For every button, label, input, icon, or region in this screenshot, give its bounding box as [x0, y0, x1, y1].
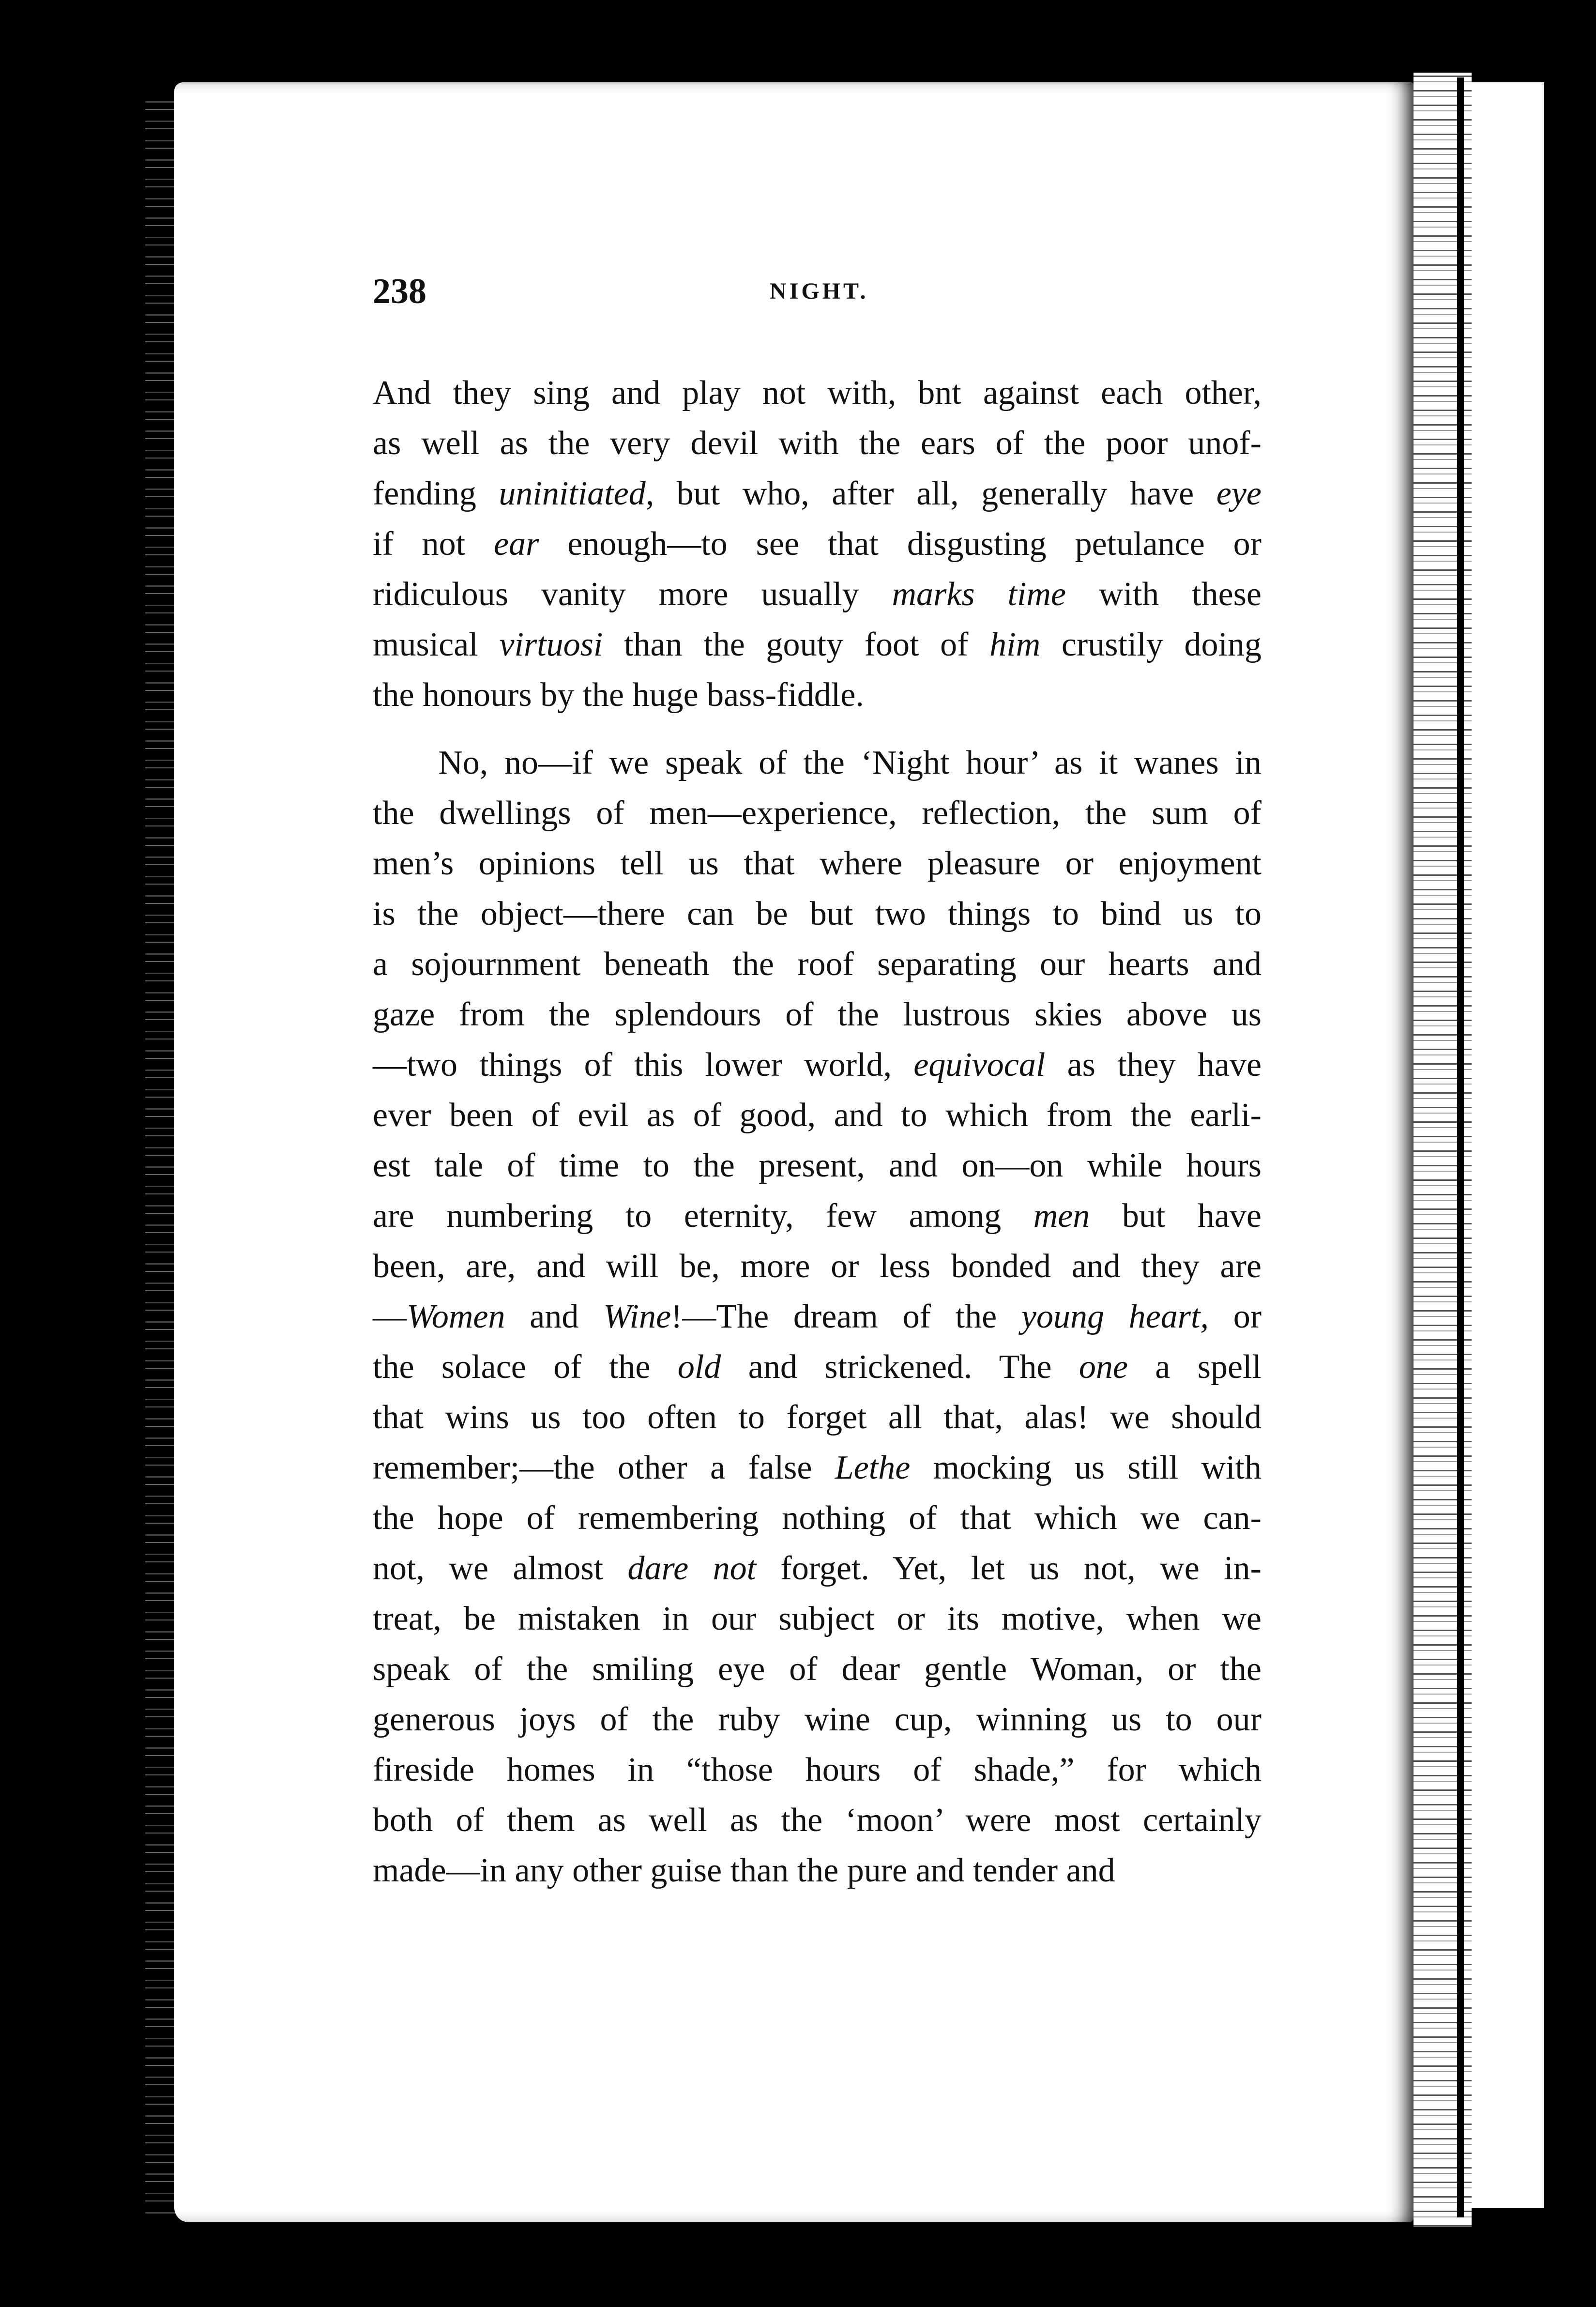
adjacent-page-letter: t: [1556, 1854, 1570, 1894]
text-line: [373, 1090, 1262, 1141]
text-line: [373, 519, 1262, 569]
text-segment: both of them as well as the ‘moon’ were most certainly: [373, 1802, 1262, 1839]
text-line: [373, 839, 1262, 889]
text-line: [373, 368, 1262, 418]
text-line: [373, 620, 1262, 670]
text-segment: est tale of time to the present, and on—on while hours: [373, 1147, 1262, 1184]
text-segment: No, no—if we speak of the ‘Night hour’ as it wanes in: [373, 744, 1262, 781]
text-segment: !—The dream of the: [671, 1298, 1021, 1335]
text-segment: is the object—there can be but two things to bind us to: [373, 895, 1262, 932]
italic-segment: Women: [407, 1298, 505, 1335]
text-segment: the dwellings of men—experience, reflection, the sum of: [373, 794, 1262, 832]
italic-segment: virtuosi: [499, 626, 603, 663]
text-segment: And they sing and play not with, bnt against each other,: [373, 374, 1262, 412]
text-segment: but who, after all, generally have: [654, 475, 1216, 512]
text-line: [373, 1594, 1262, 1644]
text-segment: gaze from the splendours of the lustrous skies above us: [373, 996, 1262, 1033]
adjacent-page-letter: e: [1556, 1753, 1577, 1792]
text-line: [373, 1392, 1262, 1443]
text-line: [373, 990, 1262, 1040]
italic-segment: uninitiated,: [499, 475, 654, 512]
text-line: [373, 469, 1262, 519]
italic-segment: him: [989, 626, 1041, 663]
text-segment: or: [1208, 1298, 1262, 1335]
page-edge-line: [1457, 77, 1464, 2217]
text-segment: as they have: [1045, 1046, 1262, 1084]
italic-segment: old: [677, 1348, 721, 1386]
text-segment: a sojournment beneath the roof separating our hearts and: [373, 946, 1262, 983]
text-segment: crustily doing: [1040, 626, 1262, 663]
text-line: [373, 418, 1262, 469]
text-segment: the solace of the: [373, 1348, 678, 1386]
adjacent-page-letter: e: [1556, 1801, 1577, 1841]
text-line: [373, 1846, 1262, 1896]
italic-segment: dare not: [627, 1550, 757, 1587]
text-segment: been, are, and will be, more or less bonded and they are: [373, 1248, 1262, 1285]
text-line: [373, 889, 1262, 939]
text-segment: ridiculous vanity more usually: [373, 576, 892, 613]
text-segment: mocking us still with: [910, 1449, 1262, 1486]
text-line: [373, 1795, 1262, 1846]
paragraph-gap: [373, 720, 1262, 738]
text-segment: than the gouty foot of: [603, 626, 990, 663]
text-segment: but have: [1090, 1197, 1262, 1235]
text-line: [373, 939, 1262, 990]
text-line: [373, 1543, 1262, 1594]
italic-segment: marks time: [892, 576, 1066, 613]
italic-segment: men: [1033, 1197, 1090, 1235]
text-line: [373, 1292, 1262, 1342]
text-segment: that wins us too often to forget all that, alas! we should: [373, 1399, 1262, 1436]
text-segment: musical: [373, 626, 500, 663]
text-segment: —two things of this lower world,: [373, 1046, 914, 1084]
text-line: [373, 1745, 1262, 1795]
text-segment: treat, be mistaken in our subject or its motive, when we: [373, 1600, 1262, 1637]
text-segment: a spell: [1127, 1348, 1262, 1386]
running-title: NIGHT.: [770, 278, 869, 304]
adjacent-page-sliver: [1472, 82, 1544, 2208]
text-line: [373, 1493, 1262, 1543]
text-line: [373, 1443, 1262, 1493]
text-segment: with these: [1065, 576, 1262, 613]
text-segment: men’s opinions tell us that where pleasure or enjoyment: [373, 845, 1262, 882]
text-line: [373, 569, 1262, 620]
italic-segment: one: [1079, 1348, 1128, 1386]
text-line: [373, 1141, 1262, 1191]
text-line: [373, 1695, 1262, 1745]
text-segment: enough—to see that disgusting petulance or: [539, 525, 1262, 563]
italic-segment: ear: [494, 525, 539, 563]
italic-segment: Lethe: [835, 1449, 911, 1486]
text-line: [373, 1342, 1262, 1392]
text-line: [373, 788, 1262, 839]
text-segment: if not: [373, 525, 494, 563]
italic-segment: young heart,: [1021, 1298, 1209, 1335]
text-segment: forget. Yet, let us not, we in-: [756, 1550, 1262, 1587]
italic-segment: equivocal: [913, 1046, 1046, 1084]
text-line: [373, 1644, 1262, 1695]
text-line: [373, 670, 1262, 720]
page-number: 238: [373, 272, 426, 311]
text-segment: fireside homes in “those hours of shade,” for which: [373, 1751, 1262, 1788]
adjacent-page-letter: s: [1556, 1583, 1574, 1623]
body-text: [373, 368, 1262, 1896]
text-segment: made—in any other guise than the pure and tender and: [373, 1852, 1115, 1889]
running-head: [373, 271, 1263, 315]
text-segment: and: [505, 1298, 604, 1335]
text-segment: the honours by the huge bass-fiddle.: [373, 676, 864, 714]
text-line: [373, 1241, 1262, 1292]
italic-segment: Wine: [603, 1298, 671, 1335]
text-segment: ever been of evil as of good, and to which from the earli-: [373, 1097, 1262, 1134]
paragraph: [373, 368, 1262, 720]
text-segment: generous joys of the ruby wine cup, winning us to our: [373, 1701, 1262, 1738]
text-segment: the hope of remembering nothing of that which we can-: [373, 1499, 1262, 1537]
text-segment: and strickened. The: [721, 1348, 1079, 1386]
text-segment: —: [373, 1298, 407, 1335]
text-line: [373, 738, 1262, 788]
adjacent-page-letter: v: [1556, 1665, 1576, 1705]
text-segment: speak of the smiling eye of dear gentle Woman, or the: [373, 1650, 1262, 1688]
text-segment: remember;—the other a false: [373, 1449, 835, 1486]
text-segment: are numbering to eternity, few among: [373, 1197, 1034, 1235]
italic-segment: eye: [1216, 475, 1262, 512]
text-segment: as well as the very devil with the ears of the poor unof-: [373, 425, 1262, 462]
text-line: [373, 1191, 1262, 1241]
paragraph: [373, 738, 1262, 1896]
text-segment: not, we almost: [373, 1550, 628, 1587]
text-segment: fending: [373, 475, 499, 512]
text-line: [373, 1040, 1262, 1090]
